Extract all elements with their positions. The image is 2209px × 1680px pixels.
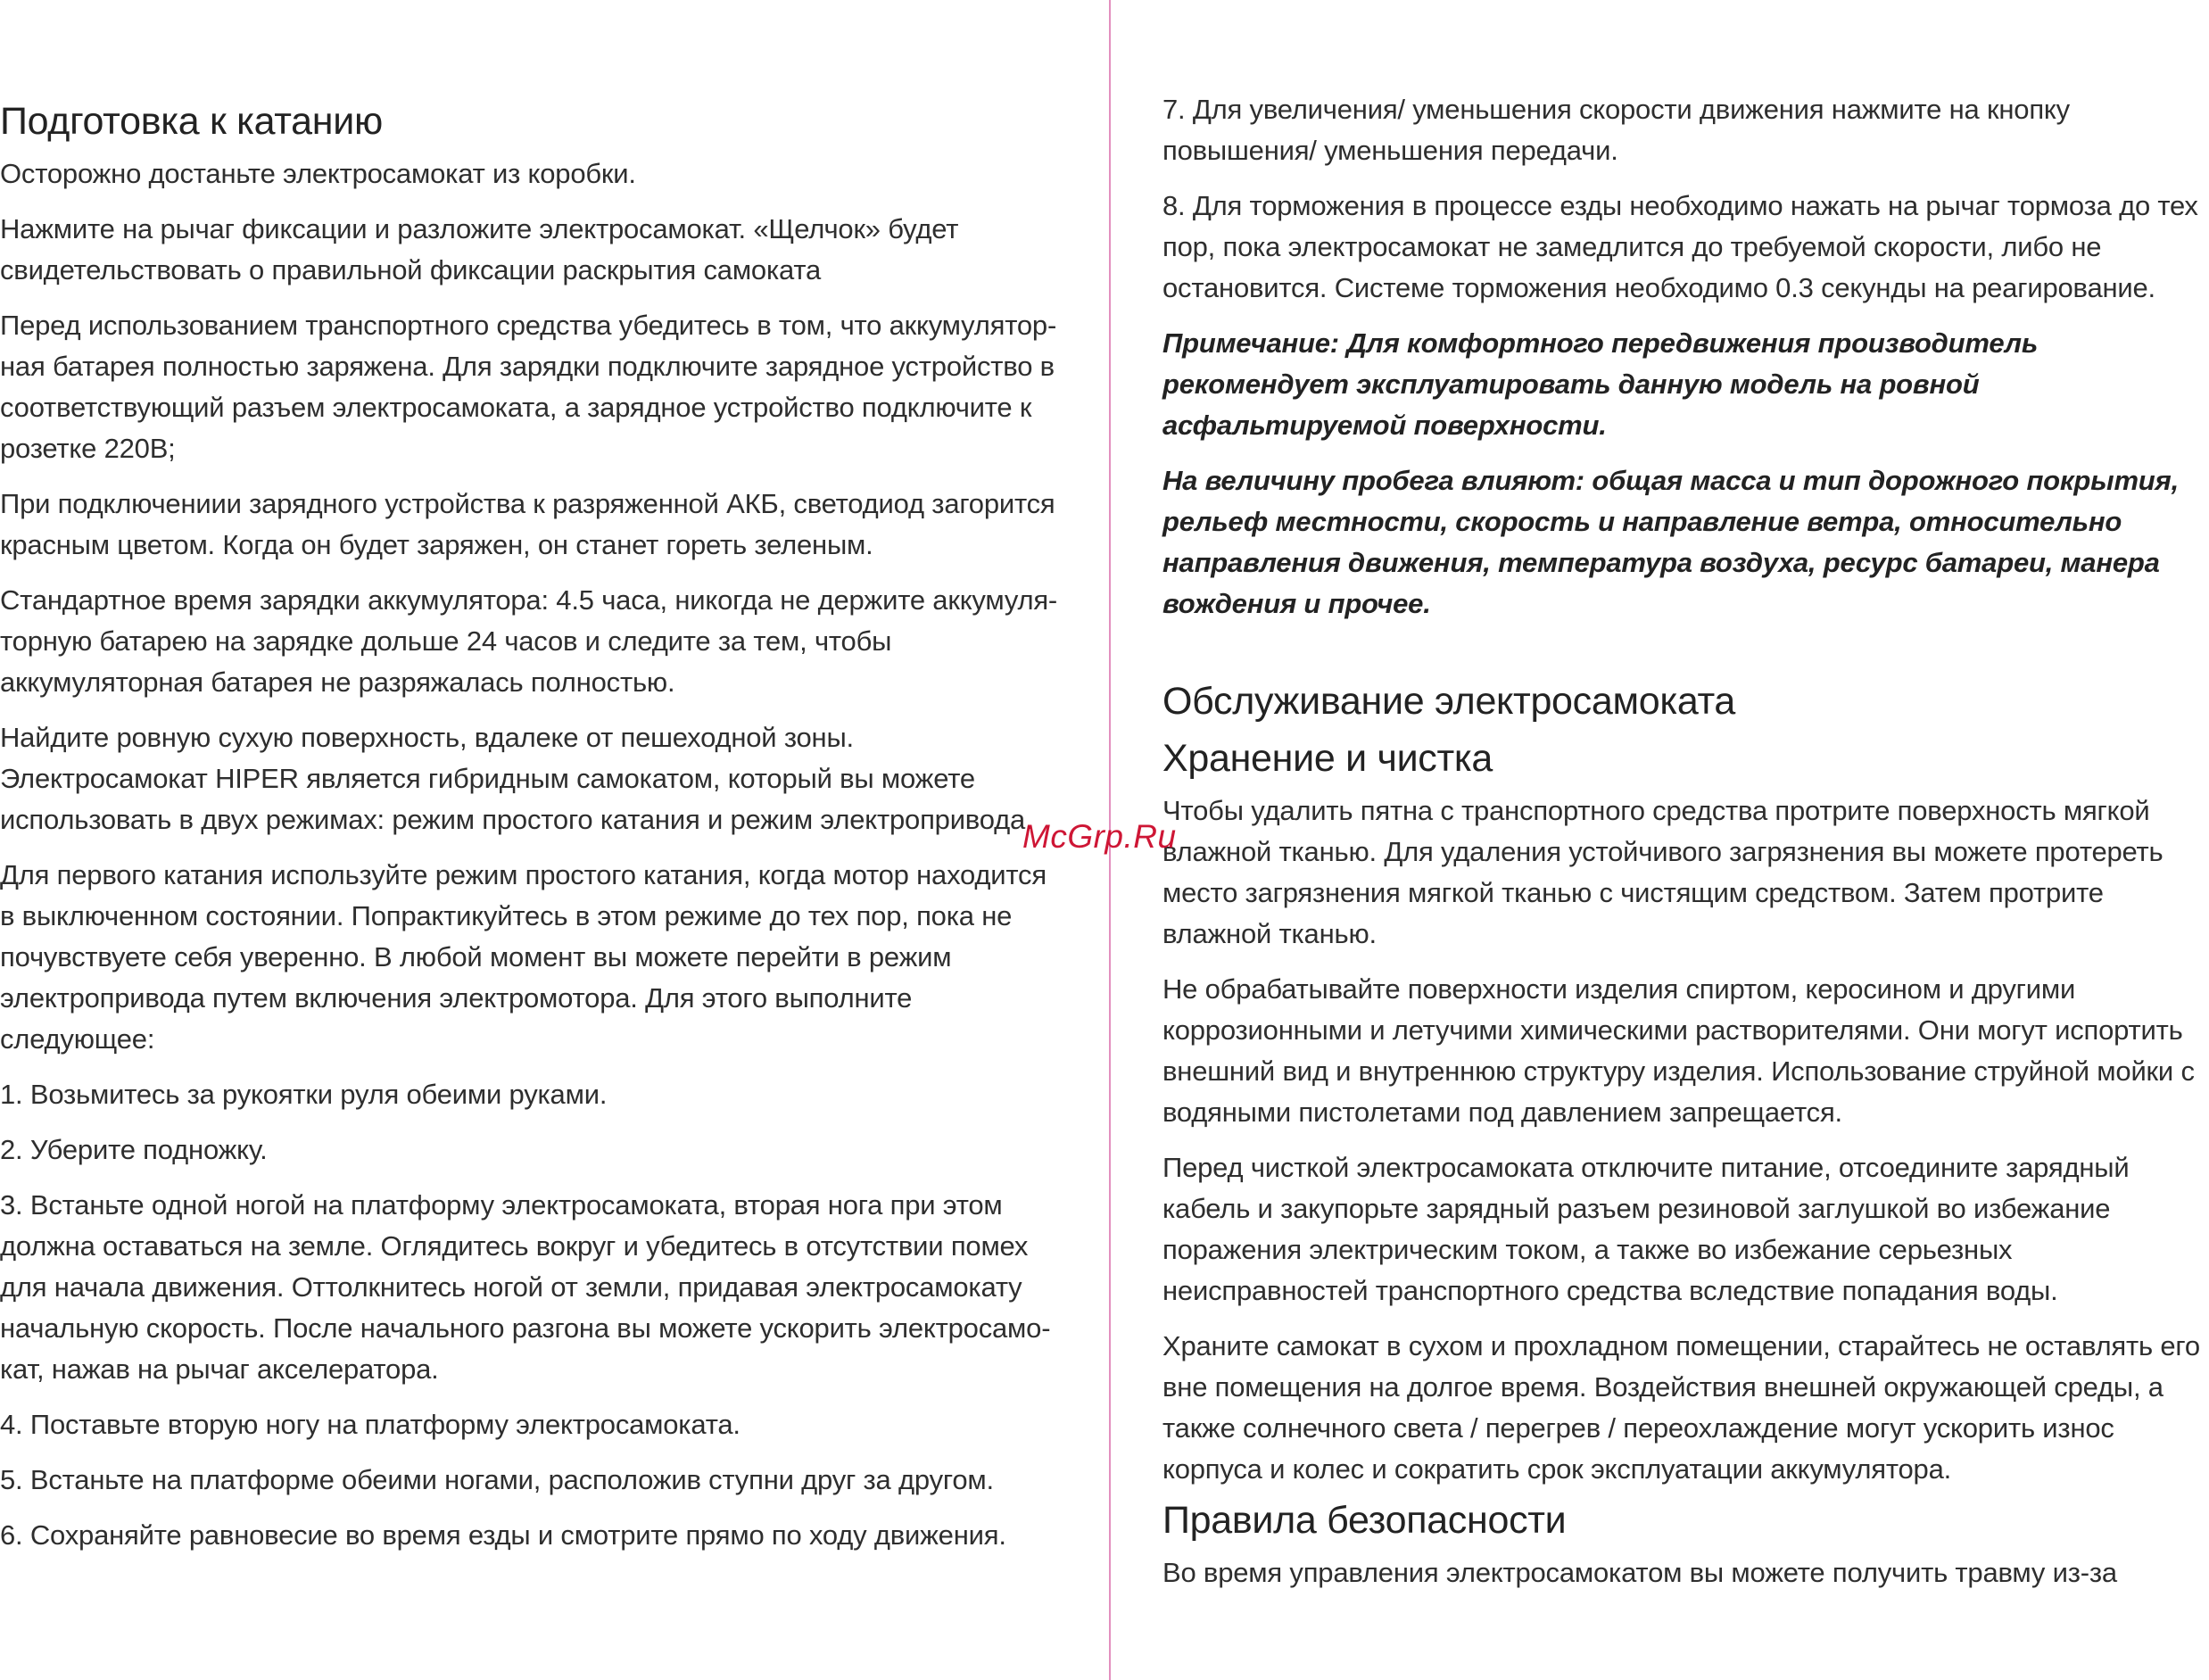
section-title-maintenance: Обслуживание электросамоката: [1162, 680, 1736, 723]
paragraph: Найдите ровную сухую поверхность, вдалеке от пешеходной зоны. Электросамокат HIPER является гибридным самокатом, который вы можете использовать в двух режимах: режим простого катания и режим электропривода.: [0, 722, 1033, 835]
paragraph: Стандартное время зарядки аккумулятора: 4.5 часа, никогда не держите аккумуляторную батарею на зарядке дольше 24 часов и следите за тем, чтобы аккумуляторная батарея не разряжалась полностью.: [0, 584, 1058, 698]
paragraph: Осторожно достаньте электросамокат из коробки.: [0, 158, 636, 189]
step-item: 1. Возьмитесь за рукоятки руля обеими руками.: [0, 1079, 608, 1110]
paragraph: Чтобы удалить пятна с транспортного средства протрите поверхность мягкой влажной тканью. Для удаления устойчивого загрязнения вы можете протереть место загрязнения мягкой тканью с чистящим средством. Затем протрите влажной тканью.: [1162, 795, 2163, 949]
page-divider: [1109, 0, 1111, 1680]
paragraph: Не обрабатывайте поверхности изделия спиртом, керосином и другими коррозионными и летучими химическими растворителями. Они могут испортить внешний вид и внутреннюю структуру изделия. Использование струйной мойки с водяными пистолетами под давлением запрещается.: [1162, 973, 2195, 1128]
left-page: [0, 89, 1062, 1570]
step-item: 2. Уберите подножку.: [0, 1134, 268, 1165]
paragraph: Для первого катания используйте режим простого катания, когда мотор находится в выключенном состоянии. Попрактикуйтесь в этом режиме до тех пор, пока не почувствуете себя уверенно. В любой момент вы можете перейти в режим электропривода путем включения электромотора. Для этого выполните следующее:: [0, 859, 1047, 1055]
section-title-storage: Хранение и чистка: [1162, 737, 1493, 780]
right-page: [1162, 89, 2209, 1608]
paragraph: Перед использованием транспортного средства убедитесь в том, что аккумуляторная батарея полностью заряжена. Для зарядки подключите зарядное устройство в соответствующий разъем электросамоката, а зарядное устройство подключите к розетке 220В;: [0, 310, 1057, 464]
paragraph: Перед чисткой электросамоката отключите питание, отсоедините зарядный кабель и закупорьте зарядный разъем резиновой заглушкой во избежание поражения электрическим током, а также во избежание серьезных неисправностей транспортного средства вследствие попадания воды.: [1162, 1152, 2130, 1306]
step-item: 4. Поставьте вторую ногу на платформу электросамоката.: [0, 1409, 740, 1440]
note-recommendation: Примечание: Для комфортного передвижения производитель рекомендует эксплуатировать данную модель на ровной асфальтируемой поверхности.: [1162, 327, 2039, 441]
section-title-safety: Правила безопасности: [1162, 1499, 1567, 1542]
paragraph: Храните самокат в сухом и прохладном помещении, старайтесь не оставлять его вне помещения на долгое время. Воздействия внешней окружающей среды, а также солнечного света / перегрев / переохлаждение могут ускорить износ корпуса и колес и сократить срок эксплуатации аккумулятора.: [1162, 1330, 2200, 1485]
paragraph: Нажмите на рычаг фиксации и разложите электросамокат. «Щелчок» будет свидетельствовать о правильной фиксации раскрытия самоката: [0, 213, 959, 286]
note-range-factors: На величину пробега влияют: общая масса и тип дорожного покрытия, рельеф местности, скорость и направление ветра, относительно направления движения, температура воздуха, ресурс батареи, манера вождения и прочее.: [1162, 465, 2180, 619]
section-title-preparation: Подготовка к катанию: [0, 100, 383, 143]
step-item: 6. Сохраняйте равновесие во время езды и смотрите прямо по ходу движения.: [0, 1519, 1006, 1551]
step-item: 7. Для увеличения/ уменьшения скорости движения нажмите на кнопку повышения/ уменьшения передачи.: [1162, 94, 2070, 166]
step-item: 5. Встаньте на платформе обеими ногами, расположив ступни друг за другом.: [0, 1464, 994, 1495]
step-item: 8. Для торможения в процессе езды необходимо нажать на рычаг тормоза до тех пор, пока электросамокат не замедлится до требуемой скорости, либо не остановится. Системе торможения необходимо 0.3 секунды на реагирование.: [1162, 190, 2198, 303]
paragraph: При подключениии зарядного устройства к разряженной АКБ, светодиод загорится красным цветом. Когда он будет заряжен, он станет гореть зеленым.: [0, 488, 1055, 560]
step-item: 3. Встаньте одной ногой на платформу электросамоката, вторая нога при этом должна оставаться на земле. Оглядитесь вокруг и убедитесь в отсутствии помех для начала движения. Оттолкнитесь ногой от земли, придавая электросамокату начальную скорость. После начального разгона вы можете ускорить электросамокат, нажав на рычаг акселератора.: [0, 1189, 1051, 1385]
watermark-text: McGrp.Ru: [1022, 818, 1177, 855]
paragraph: Во время управления электросамокатом вы можете получить травму из-за: [1162, 1557, 2117, 1588]
